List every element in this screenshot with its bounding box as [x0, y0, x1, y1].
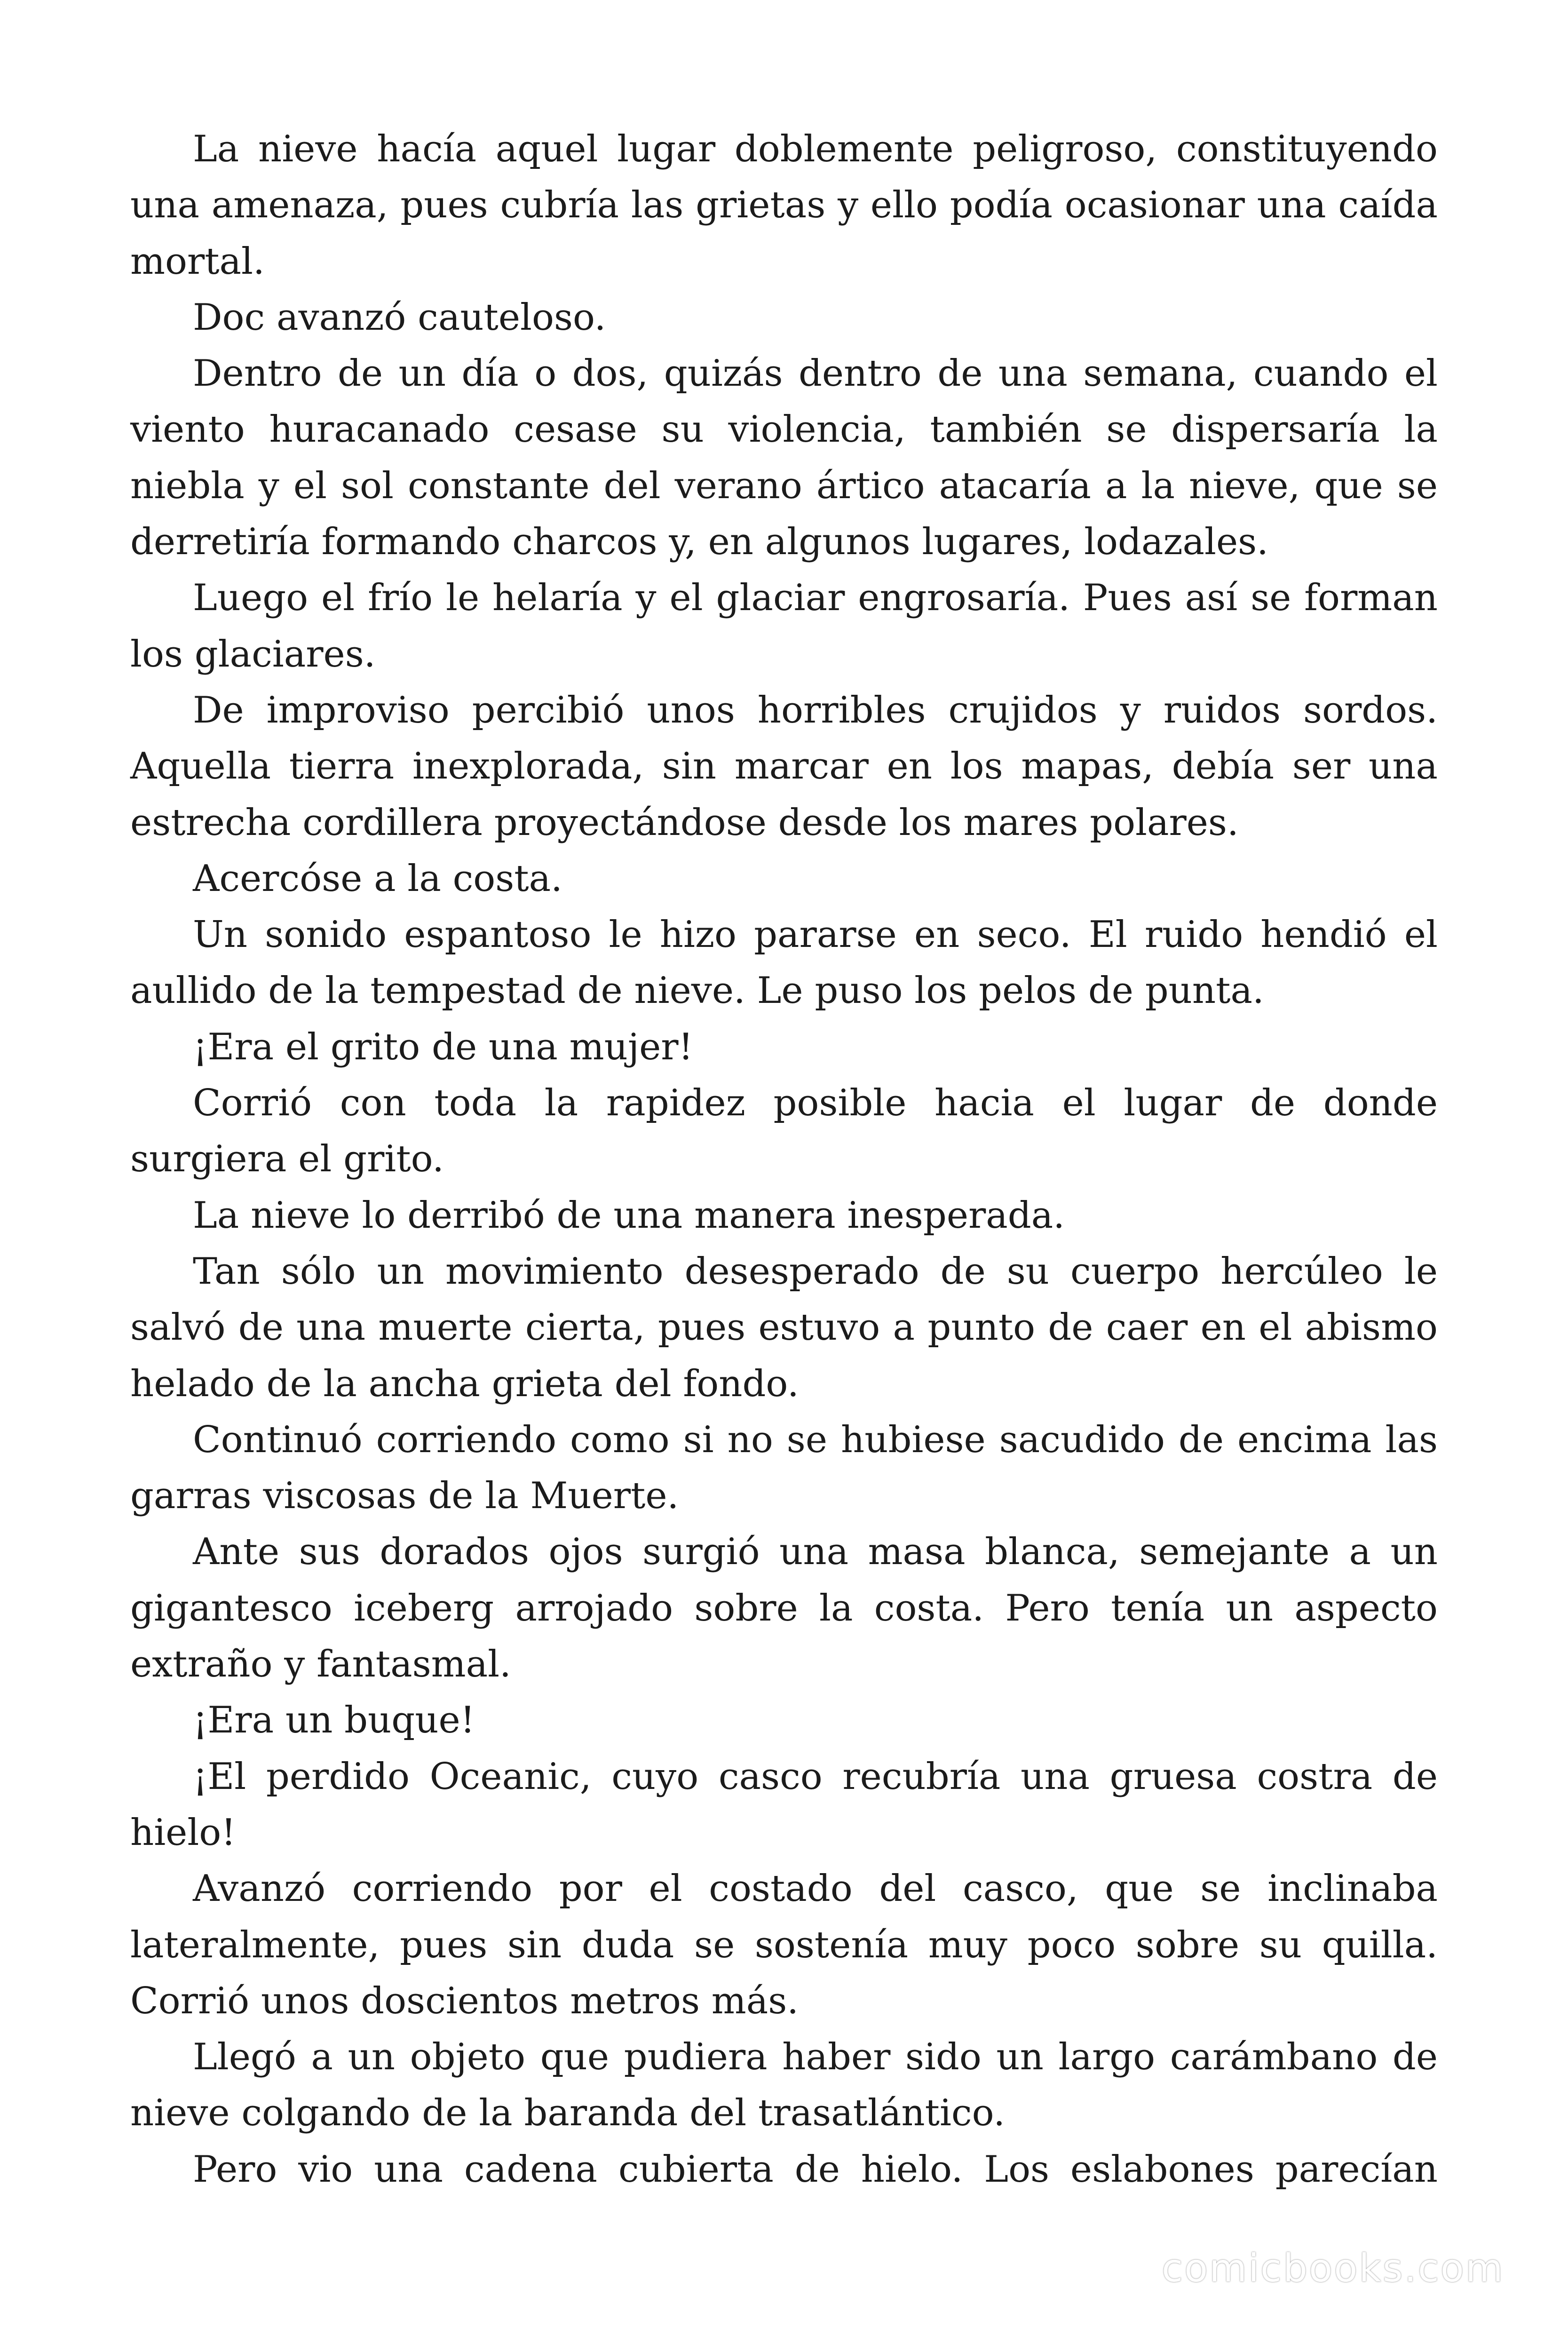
paragraph: Continuó corriendo como si no se hubiese sacudido de encima las garras viscosas de la Muerte.	[130, 1418, 1438, 1518]
paragraph-continued: Pero vio una cadena cubierta de hielo. Los eslabones parecían	[193, 2148, 1438, 2191]
watermark-text: comicbooks.com	[1162, 2246, 1505, 2291]
paragraph: Llegó a un objeto que pudiera haber sido un largo carámbano de nieve colgando de la baranda del trasatlántico.	[130, 2036, 1438, 2135]
paragraph: Ante sus dorados ojos surgió una masa blanca, semejante a un gigantesco iceberg arrojado sobre la costa. Pero tenía un aspecto extraño y fantasmal.	[130, 1531, 1438, 1686]
book-page-text	[130, 121, 1438, 2198]
paragraph: ¡Era el grito de una mujer!	[193, 1025, 693, 1068]
paragraph: Avanzó corriendo por el costado del casco, que se inclinaba lateralmente, pues sin duda se sostenía muy poco sobre su quilla. Corrió unos doscientos metros más.	[130, 1867, 1438, 2022]
paragraph: Un sonido espantoso le hizo pararse en seco. El ruido hendió el aullido de la tempestad de nieve. Le puso los pelos de punta.	[130, 914, 1438, 1012]
paragraph: Corrió con toda la rapidez posible hacia el lugar de donde surgiera el grito.	[130, 1082, 1438, 1181]
paragraph: Tan sólo un movimiento desesperado de su cuerpo hercúleo le salvó de una muerte cierta, pues estuvo a punto de caer en el abismo helado de la ancha grieta del fondo.	[130, 1250, 1438, 1405]
paragraph: ¡Era un buque!	[193, 1699, 475, 1742]
paragraph: Luego el frío le helaría y el glaciar engrosaría. Pues así se forman los glaciares.	[130, 577, 1438, 675]
paragraph: De improviso percibió unos horribles crujidos y ruidos sordos. Aquella tierra inexplorada, sin marcar en los mapas, debía ser una estrecha cordillera proyectándose desde los mares polares.	[130, 689, 1438, 844]
paragraph: La nieve hacía aquel lugar doblemente peligroso, constituyendo una amenaza, pues cubría las grietas y ello podía ocasionar una caída mortal.	[130, 128, 1438, 283]
paragraph: Dentro de un día o dos, quizás dentro de una semana, cuando el viento huracanado cesase su violencia, también se dispersaría la niebla y el sol constante del verano ártico atacaría a la nieve, que se derretiría formando charcos y, en algunos lugares, lodazales.	[130, 352, 1438, 564]
paragraph: ¡El perdido Oceanic, cuyo casco recubría una gruesa costra de hielo!	[130, 1755, 1438, 1854]
paragraph: Acercóse a la costa.	[193, 857, 562, 900]
paragraph: Doc avanzó cauteloso.	[193, 296, 606, 339]
paragraph: La nieve lo derribó de una manera inesperada.	[193, 1194, 1065, 1237]
